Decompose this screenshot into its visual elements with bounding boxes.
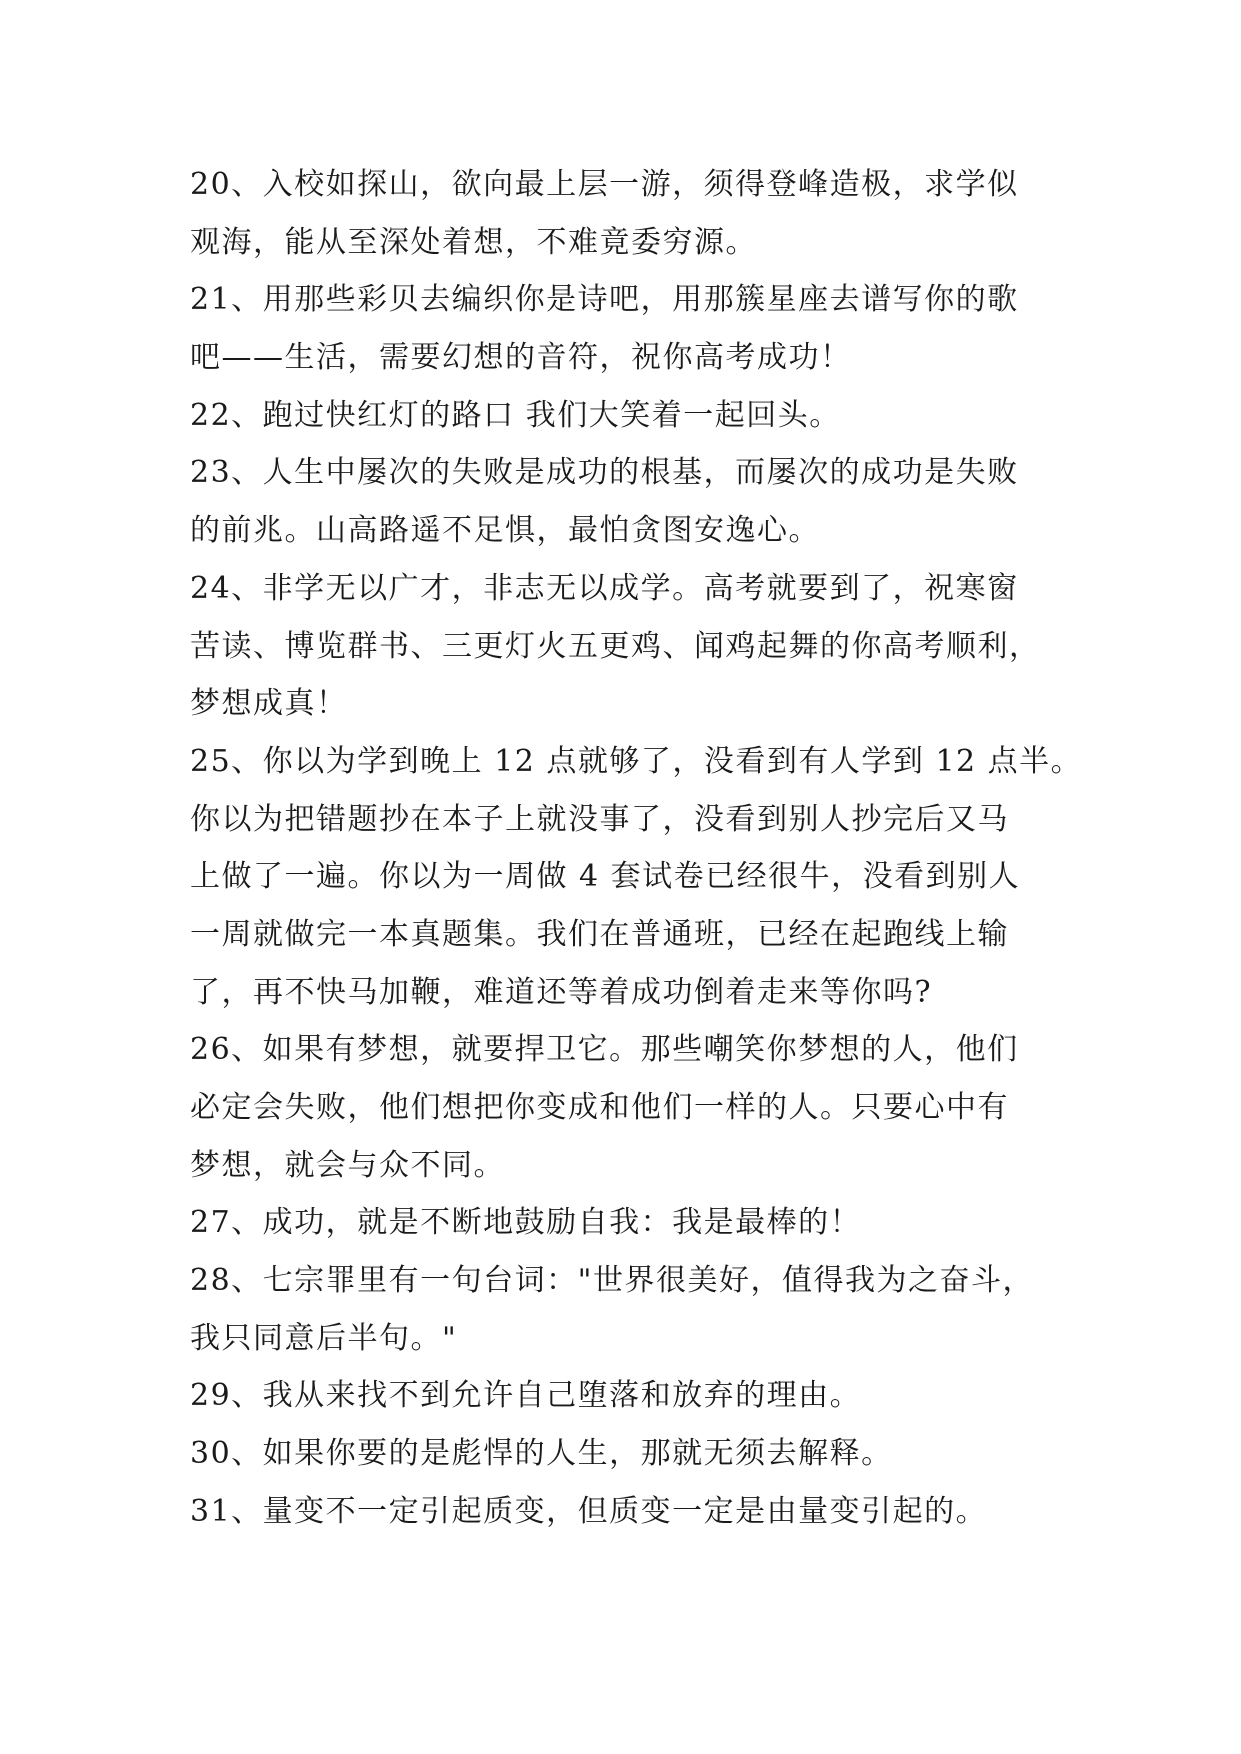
- text-line: 27、成功，就是不断地鼓励自我：我是最棒的！: [190, 1205, 862, 1241]
- text-line: 了，再不快马加鞭，难道还等着成功倒着走来等你吗?: [190, 974, 933, 1010]
- document-body: [190, 156, 1083, 1541]
- text-line: 21、用那些彩贝去编织你是诗吧，用那簇星座去谱写你的歌: [190, 282, 1019, 318]
- text-line: 的前兆。山高路遥不足惧，最怕贪图安逸心。: [190, 513, 820, 549]
- text-line: 苦读、博览群书、三更灯火五更鸡、闻鸡起舞的你高考顺利，: [190, 628, 1041, 664]
- text-line: 26、如果有梦想，就要捍卫它。那些嘲笑你梦想的人，他们: [190, 1032, 1019, 1068]
- text-line: 必定会失败，他们想把你变成和他们一样的人。只要心中有: [190, 1090, 1009, 1125]
- paragraph-23: [190, 444, 1070, 559]
- paragraph-30: [190, 1425, 1070, 1483]
- text-line: 29、我从来找不到允许自己堕落和放弃的理由。: [190, 1378, 862, 1414]
- text-line: 24、非学无以广才，非志无以成学。高考就要到了，祝寒窗: [190, 570, 1019, 606]
- text-line: 你以为把错题抄在本子上就没事了，没看到别人抄完后又马: [190, 801, 1009, 837]
- paragraph-20: [190, 156, 1070, 271]
- text-line: 30、如果你要的是彪悍的人生，那就无须去解释。: [190, 1436, 893, 1472]
- text-line: 一周就做完一本真题集。我们在普通班，已经在起跑线上输: [190, 916, 1009, 952]
- text-line: 观海，能从至深处着想，不难竟委穷源。: [190, 224, 757, 260]
- text-line: 20、入校如探山，欲向最上层一游，须得登峰造极，求学似: [190, 167, 1019, 202]
- text-line: 22、跑过快红灯的路口 我们大笑着一起回头。: [190, 397, 841, 433]
- paragraph-24: [190, 560, 1070, 733]
- paragraph-29: [190, 1367, 1070, 1425]
- paragraph-21: [190, 271, 1070, 386]
- text-line: 梦想成真！: [190, 686, 348, 722]
- paragraph-25: [190, 733, 1083, 1021]
- paragraph-26: [190, 1021, 1070, 1194]
- paragraph-28: [190, 1252, 1070, 1367]
- text-line: 31、量变不一定引起质变，但质变一定是由量变引起的。: [190, 1493, 988, 1529]
- paragraph-27: [190, 1194, 1070, 1252]
- text-line: 吧——生活，需要幻想的音符，祝你高考成功！: [190, 340, 852, 376]
- text-line: 我只同意后半句。": [190, 1320, 458, 1356]
- text-line: 23、人生中屡次的失败是成功的根基，而屡次的成功是失败: [190, 455, 1019, 491]
- text-line: 25、你以为学到晚上 12 点就够了，没看到有人学到 12 点半。: [190, 743, 1083, 779]
- text-line: 梦想，就会与众不同。: [190, 1147, 505, 1183]
- text-line: 28、七宗罪里有一句台词："世界很美好，值得我为之奋斗，: [190, 1263, 1034, 1299]
- text-line: 上做了一遍。你以为一周做 4 套试卷已经很牛，没看到别人: [190, 859, 1021, 895]
- paragraph-31: [190, 1483, 1070, 1541]
- paragraph-22: [190, 387, 1070, 445]
